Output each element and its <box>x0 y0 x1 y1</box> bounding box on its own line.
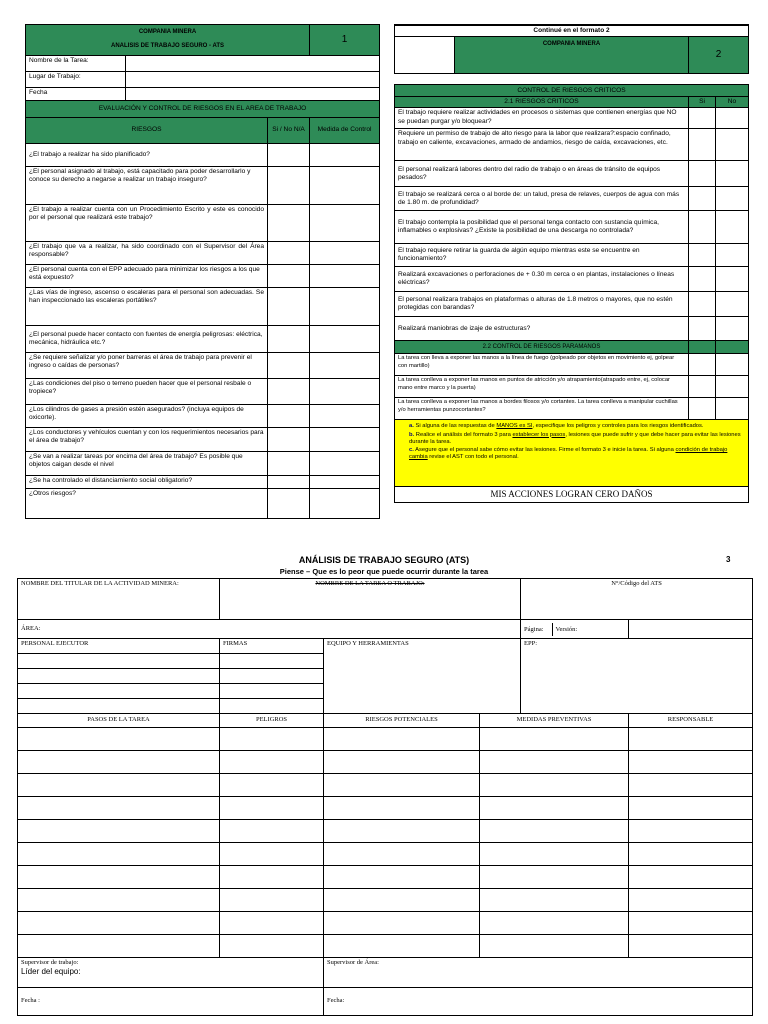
responsible-cell[interactable] <box>629 774 753 797</box>
si-cell[interactable] <box>689 187 716 211</box>
hazard-cell[interactable] <box>220 751 324 774</box>
form2-number: 2 <box>689 37 749 74</box>
form2-sub-title2: 2.2 CONTROL DE RIESGOS PARAMANOS <box>395 341 689 354</box>
question: ¿Las condiciones del piso o terreno pueden hacer que el personal resbale o tropiece? <box>26 379 268 405</box>
responsible-cell[interactable] <box>629 866 753 889</box>
si-cell[interactable] <box>689 161 716 187</box>
answer-cell[interactable] <box>268 353 310 379</box>
question: ¿Los conductores y vehículos cuentan y con los requerimientos necesarios para el área de trabajo? <box>26 428 268 452</box>
answer-cell[interactable] <box>268 265 310 288</box>
si-cell[interactable] <box>689 376 716 398</box>
col-riesgos: RIESGOS <box>26 118 268 144</box>
area-label: ÁREA: <box>18 620 521 639</box>
work-supervisor-cell[interactable] <box>18 958 324 988</box>
answer-cell[interactable] <box>268 452 310 476</box>
date-field[interactable] <box>126 88 380 101</box>
control-cell[interactable] <box>310 144 380 167</box>
col-no: No <box>716 97 749 108</box>
work-place-field[interactable] <box>126 72 380 88</box>
form2-company: COMPANIA MINERA <box>455 37 689 74</box>
version-field[interactable] <box>629 620 753 639</box>
si-cell[interactable] <box>689 292 716 317</box>
control-cell[interactable] <box>310 288 380 326</box>
step-cell[interactable] <box>18 751 220 774</box>
risk-cell[interactable] <box>324 935 480 958</box>
measure-cell[interactable] <box>480 728 629 751</box>
measure-cell[interactable] <box>480 820 629 843</box>
control-cell[interactable] <box>310 476 380 489</box>
form-2 <box>394 24 748 503</box>
question: ¿Se van a realizar tareas por encima del área de trabajo? Es posible que objetos caigan desde el nivel <box>26 452 268 476</box>
measure-cell[interactable] <box>480 935 629 958</box>
no-cell[interactable] <box>716 292 749 317</box>
no-cell[interactable] <box>716 376 749 398</box>
risk-cell[interactable] <box>324 889 480 912</box>
form2-section-title: CONTROL DE RIESGOS CRITICOS <box>395 85 749 97</box>
form-1 <box>25 24 379 519</box>
col-si: Si <box>689 97 716 108</box>
responsible-cell[interactable] <box>629 889 753 912</box>
step-cell[interactable] <box>18 912 220 935</box>
date-label-left[interactable]: Fecha : <box>18 988 324 1016</box>
critical-question: Realizará excavaciones o perforaciones de + 0.30 m cerca o en plantas, instalaciones o líneas eléctricas? <box>395 267 689 292</box>
question: ¿El trabajo que va a realizar, ha sido coordinado con el Supervisor del Área responsable? <box>26 242 268 265</box>
question: ¿Las vías de ingreso, ascenso o escaleras para el personal son adecuadas. Se han inspeccionado las escaleras portátiles? <box>26 288 268 326</box>
sub-title2-si <box>689 341 716 354</box>
control-cell[interactable] <box>310 326 380 353</box>
col-peligros: PELIGROS <box>220 714 324 728</box>
critical-question: El trabajo contempla la posibilidad que el personal tenga contacto con sustancia química, inflamables o explosivas? ¿Existe la posibilidad de una descarga no controlada? <box>395 211 689 244</box>
si-cell[interactable] <box>689 398 716 420</box>
answer-cell[interactable] <box>268 428 310 452</box>
risk-cell[interactable] <box>324 820 480 843</box>
hands-question: La tarea conlleva a exponer las manos a bordes filosos y/o cortantes. La tarea conlleva a manipular cuchillas y/o herramientas punzocortantes? <box>395 398 689 420</box>
col-si-no: Si / No N/A <box>268 118 310 144</box>
date-label: Fecha <box>26 88 126 101</box>
note-a: a. Si alguna de las respuestas de MANOS es SI, especifique los peligros y controles para los riesgos identificados. <box>409 423 704 430</box>
hazard-cell[interactable] <box>220 866 324 889</box>
epp-label: EPP: <box>521 639 753 714</box>
form1-company: COMPANIA MINERA <box>26 25 310 39</box>
critical-question: Requiere un permiso de trabajo de alto riesgo para la labor que realizara?:espacio confinado, trabajo en caliente, excavaciones, armado de andamios, riesgo de caída, excavaciones, etc. <box>395 129 689 161</box>
critical-question: El personal realizara trabajos en plataformas o alturas de 1.8 metros o mayores, que no estén protegidas con barandas? <box>395 292 689 317</box>
responsible-cell[interactable] <box>629 728 753 751</box>
personal-label: PERSONAL EJECUTOR <box>18 639 220 654</box>
personal-row[interactable] <box>18 669 220 684</box>
question: ¿El trabajo a realizar ha sido planificado? <box>26 144 268 167</box>
titular-label: NOMBRE DEL TITULAR DE LA ACTIVIDAD MINERA: <box>18 579 220 620</box>
question: ¿El personal cuenta con el EPP adecuado para minimizar los riesgos a los que está expuesto? <box>26 265 268 288</box>
measure-cell[interactable] <box>480 751 629 774</box>
task-name-label-3: NOMBRE DE LA TAREA O TRABAJO: <box>220 579 521 620</box>
measure-cell[interactable] <box>480 889 629 912</box>
no-cell[interactable] <box>716 161 749 187</box>
instructions-box <box>395 420 749 487</box>
firmas-label: FIRMAS <box>220 639 324 654</box>
risk-cell[interactable] <box>324 728 480 751</box>
control-cell[interactable] <box>310 167 380 205</box>
firma-cell[interactable] <box>220 669 324 684</box>
hands-question: La tarea conlleva a exponer las manos en puntos de atricción y/o atrapamiento(atrapado entre, ej, colocar mano entre marco y la puerta) <box>395 376 689 398</box>
risk-cell[interactable] <box>324 912 480 935</box>
responsible-cell[interactable] <box>629 935 753 958</box>
responsible-cell[interactable] <box>629 797 753 820</box>
hazard-cell[interactable] <box>220 797 324 820</box>
question: ¿El personal puede hacer contacto con fuentes de energía peligrosas: eléctrica, mecánica, hidráulica etc.? <box>26 326 268 353</box>
question: ¿El personal asignado al trabajo, está capacitado para poder desarrollarlo y conoce su derecho a negarse a realizar un trabajo inseguro? <box>26 167 268 205</box>
step-cell[interactable] <box>18 820 220 843</box>
sub-title2-no <box>716 341 749 354</box>
responsible-cell[interactable] <box>629 912 753 935</box>
no-cell[interactable] <box>716 129 749 161</box>
team-leader-label: Líder del equipo: <box>21 967 81 977</box>
question: ¿Se requiere señalizar y/o poner barreras el área de trabajo para prevenir el ingreso o caídas de personas? <box>26 353 268 379</box>
date-label-right[interactable]: Fecha: <box>324 988 753 1016</box>
answer-cell[interactable] <box>268 489 310 519</box>
task-name-label: Nombre de la Tarea: <box>26 56 126 72</box>
answer-cell[interactable] <box>268 205 310 242</box>
risk-cell[interactable] <box>324 797 480 820</box>
question: ¿El trabajo a realizar cuenta con un Procedimiento Escrito y este es conocido por el personal que realizará este trabajo? <box>26 205 268 242</box>
answer-cell[interactable] <box>268 167 310 205</box>
form1-title: ANALISIS DE TRABAJO SEGURO - ATS <box>26 39 310 56</box>
col-pasos: PASOS DE LA TAREA <box>18 714 220 728</box>
si-cell[interactable] <box>689 129 716 161</box>
no-cell[interactable] <box>716 211 749 244</box>
critical-question: El personal realizará labores dentro del radio de trabajo o en áreas de tránsito de equipos pesados? <box>395 161 689 187</box>
control-cell[interactable] <box>310 452 380 476</box>
answer-cell[interactable] <box>268 476 310 489</box>
code-label: N°/Código del ATS <box>521 579 753 620</box>
col-medida: Medida de Control <box>310 118 380 144</box>
note-c: c. Asegure que el personal sabe cómo evitar las lesiones. Firme el formato 3 e inicie la tarea. Si alguna condición de trabajo cambia revise el AST con todo el personal. <box>409 447 728 461</box>
equipo-label: EQUIPO Y HERRAMIENTAS <box>324 639 521 714</box>
page-label: Página: Versión: <box>521 620 629 639</box>
responsible-cell[interactable] <box>629 820 753 843</box>
form3-number: 3 <box>726 555 731 564</box>
critical-question: Realizará maniobras de izaje de estructuras? <box>395 317 689 341</box>
risk-cell[interactable] <box>324 866 480 889</box>
question: ¿Otros riesgos? <box>26 489 268 519</box>
work-supervisor-label: Supervisor de trabajo: <box>21 959 79 966</box>
form3-title: ANÁLISIS DE TRABAJO SEGURO (ATS) <box>298 555 470 565</box>
critical-question: El trabajo se realizará cerca o al borde de: un talud, presa de relaves, cuerpos de agua con más de 1.80 m. de profundidad? <box>395 187 689 211</box>
answer-cell[interactable] <box>268 326 310 353</box>
step-cell[interactable] <box>18 797 220 820</box>
responsible-cell[interactable] <box>629 751 753 774</box>
risk-cell[interactable] <box>324 843 480 866</box>
measure-cell[interactable] <box>480 843 629 866</box>
question: ¿Se ha controlado el distanciamiento social obligatorio? <box>26 476 268 489</box>
control-cell[interactable] <box>310 489 380 519</box>
area-supervisor-label[interactable]: Supervisor de Área: <box>324 958 753 988</box>
si-cell[interactable] <box>689 317 716 341</box>
form-3 <box>17 578 752 1016</box>
no-cell[interactable] <box>716 244 749 267</box>
hazard-cell[interactable] <box>220 774 324 797</box>
measure-cell[interactable] <box>480 866 629 889</box>
step-cell[interactable] <box>18 889 220 912</box>
control-cell[interactable] <box>310 353 380 379</box>
firma-cell[interactable] <box>220 654 324 669</box>
work-place-label: Lugar de Trabajo: <box>26 72 126 88</box>
control-cell[interactable] <box>310 242 380 265</box>
step-cell[interactable] <box>18 866 220 889</box>
step-cell[interactable] <box>18 728 220 751</box>
hazard-cell[interactable] <box>220 912 324 935</box>
task-name-field[interactable] <box>126 56 380 72</box>
control-cell[interactable] <box>310 265 380 288</box>
no-cell[interactable] <box>716 267 749 292</box>
form1-number: 1 <box>310 25 380 56</box>
spacer-row <box>395 74 749 85</box>
control-cell[interactable] <box>310 379 380 405</box>
question: ¿Los cilindros de gases a presión estén asegurados? (incluya equipos de oxicorte). <box>26 405 268 428</box>
hazard-cell[interactable] <box>220 728 324 751</box>
firma-cell[interactable] <box>220 684 324 699</box>
no-cell[interactable] <box>716 108 749 129</box>
risk-cell[interactable] <box>324 774 480 797</box>
control-cell[interactable] <box>310 428 380 452</box>
measure-cell[interactable] <box>480 912 629 935</box>
control-cell[interactable] <box>310 405 380 428</box>
col-responsable: RESPONSABLE <box>629 714 753 728</box>
personal-row[interactable] <box>18 699 220 714</box>
critical-question: El trabajo requiere realizar actividades en procesos o sistemas que contienen energías que NO se puedan purgar y/o bloquear? <box>395 108 689 129</box>
hazard-cell[interactable] <box>220 820 324 843</box>
answer-cell[interactable] <box>268 144 310 167</box>
answer-cell[interactable] <box>268 405 310 428</box>
critical-question: El trabajo requiere retirar la guarda de algún equipo mientras este se encuentre en funcionamiento? <box>395 244 689 267</box>
form2-sub-title: 2.1 RIESGOS CRITICOS <box>395 97 689 108</box>
hazard-cell[interactable] <box>220 889 324 912</box>
firma-cell[interactable] <box>220 699 324 714</box>
note-b: b. Realice el análisis del formato 3 para establecer los pasos, lesiones que puede sufrir y que debe hacer para evitar las lesiones durante la tarea. <box>409 431 741 445</box>
continued-note: Continué en el formato 2 <box>395 25 749 37</box>
no-cell[interactable] <box>716 317 749 341</box>
measure-cell[interactable] <box>480 797 629 820</box>
si-cell[interactable] <box>689 211 716 244</box>
col-riesgos-potenciales: RIESGOS POTENCIALES <box>324 714 480 728</box>
personal-row[interactable] <box>18 684 220 699</box>
si-cell[interactable] <box>689 267 716 292</box>
hazard-cell[interactable] <box>220 843 324 866</box>
answer-cell[interactable] <box>268 288 310 326</box>
step-cell[interactable] <box>18 774 220 797</box>
form3-subtitle: Piense – Que es lo peor que puede ocurrir durante la tarea <box>279 567 489 576</box>
si-cell[interactable] <box>689 244 716 267</box>
responsible-cell[interactable] <box>629 843 753 866</box>
form1-section-title: EVALUACIÓN Y CONTROL DE RIESGOS EN EL AREA DE TRABAJO <box>26 101 380 118</box>
hazard-cell[interactable] <box>220 935 324 958</box>
slogan: MIS ACCIONES LOGRAN CERO DAÑOS <box>395 487 749 502</box>
step-cell[interactable] <box>18 843 220 866</box>
si-cell[interactable] <box>689 354 716 376</box>
risk-cell[interactable] <box>324 751 480 774</box>
measure-cell[interactable] <box>480 774 629 797</box>
no-cell[interactable] <box>716 398 749 420</box>
answer-cell[interactable] <box>268 379 310 405</box>
no-cell[interactable] <box>716 354 749 376</box>
answer-cell[interactable] <box>268 242 310 265</box>
control-cell[interactable] <box>310 205 380 242</box>
hands-question: La tarea con lleva a exponer las manos a la línea de fuego (golpeado por objetos en movimiento ej, golpear con martillo) <box>395 354 689 376</box>
step-cell[interactable] <box>18 935 220 958</box>
col-medidas: MEDIDAS PREVENTIVAS <box>480 714 629 728</box>
no-cell[interactable] <box>716 187 749 211</box>
personal-row[interactable] <box>18 654 220 669</box>
logo-cell <box>395 37 455 74</box>
si-cell[interactable] <box>689 108 716 129</box>
